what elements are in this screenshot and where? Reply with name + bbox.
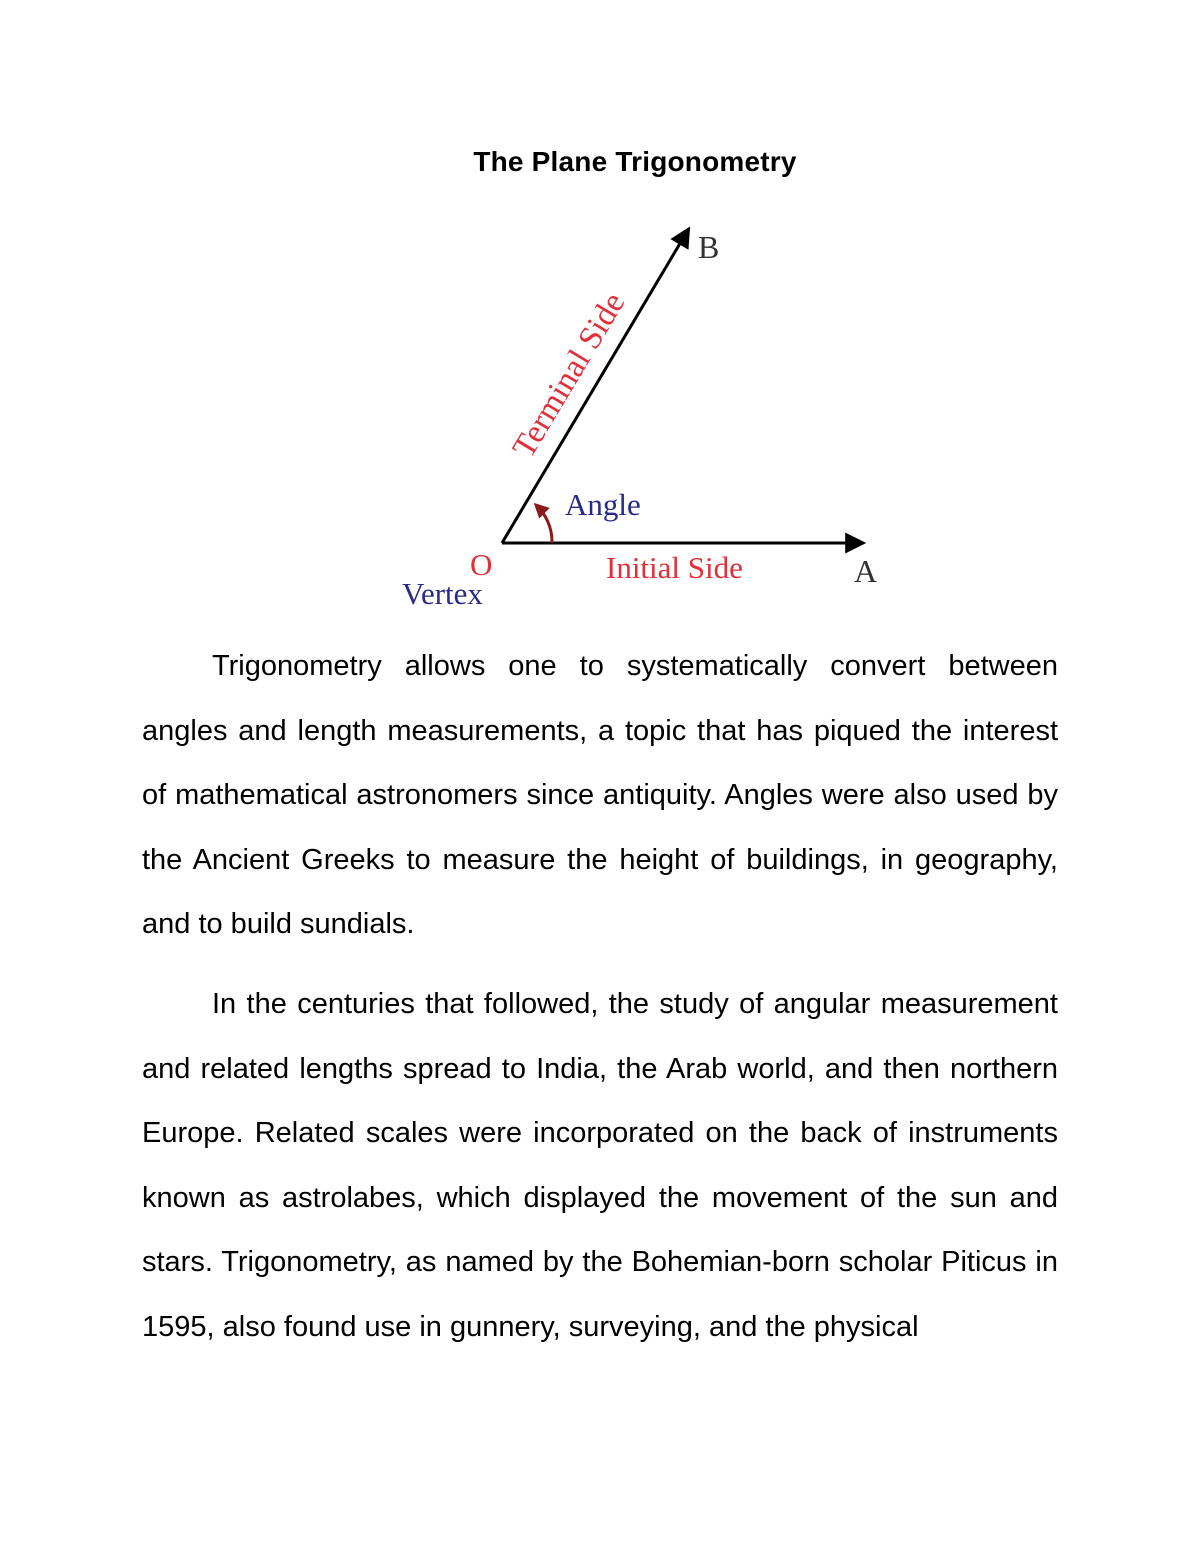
angle-diagram-svg — [380, 210, 900, 620]
initial-side-label: Initial Side — [606, 550, 743, 585]
page-title: The Plane Trigonometry — [473, 146, 797, 177]
angle-label: Angle — [565, 487, 641, 522]
paragraph-2: In the centuries that followed, the study of angular measurement and related lengths spread to India, the Arab world, and then northern Europe. Related scales were incorporated on the back of instruments known as astrolabes, which displayed the movement of the sun and stars. Trigonometry, as named by the Bohemian-born scholar Piticus in 1595, also found use in gunnery, surveying, and the physical — [142, 988, 1058, 1343]
terminal-side-label: Terminal Side — [505, 286, 633, 465]
paragraph-1-block — [142, 634, 1058, 957]
paragraph-1: Trigonometry allows one to systematically convert between angles and length measurements, a topic that has piqued the interest of mathematical astronomers since antiquity. Angles were also used by the Ancient Greeks to measure the height of buildings, in geography, and to build sundials. — [142, 650, 1058, 941]
angle-arc — [537, 506, 552, 543]
point-b-label: B — [698, 229, 720, 265]
vertex-point-label: O — [470, 547, 493, 582]
paragraph-2-block — [142, 972, 1058, 1360]
vertex-label: Vertex — [402, 576, 483, 611]
angle-diagram — [380, 210, 900, 620]
point-a-label: A — [854, 553, 878, 589]
